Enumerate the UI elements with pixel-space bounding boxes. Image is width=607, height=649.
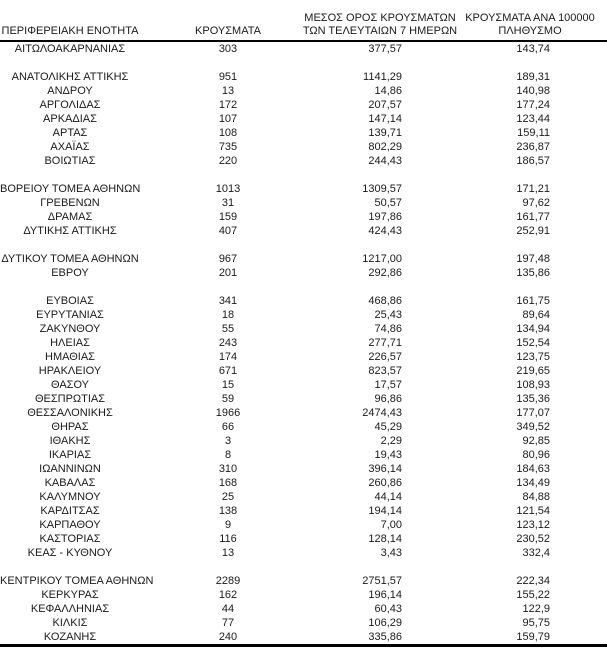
cases-cell: 55 [221, 323, 235, 335]
cases-per-100000-cell: 349,52 [516, 421, 550, 433]
region-cell: ΒΟΙΩΤΙΑΣ [44, 155, 96, 167]
cases-per-100000-cell: 161,77 [516, 211, 550, 223]
region-cell: ΘΑΣΟΥ [50, 379, 90, 391]
cases-cell: 168 [218, 477, 238, 489]
cases-per-100000-cell: 95,75 [522, 617, 550, 629]
column-header-per-100000 [430, 12, 607, 38]
cases-cell: 13 [221, 85, 235, 97]
table-row [0, 140, 607, 154]
cases-cell: 2289 [215, 575, 241, 587]
column-header-7day-average-line2: ΤΩΝ ΤΕΛΕΥΤΑΙΩΝ 7 ΗΜΕΡΩΝ [302, 25, 458, 37]
region-cell: ΚΕΑΣ - ΚΥΘΝΟΥ [27, 547, 113, 559]
region-cell: ΕΥΒΟΙΑΣ [46, 295, 94, 307]
cases-per-100000-cell: 134,94 [516, 323, 550, 335]
table-row [0, 448, 607, 462]
cases-cell: 25 [221, 491, 235, 503]
cases-per-100000-cell: 122,9 [522, 603, 550, 615]
region-cell: ΕΥΡΥΤΑΝΙΑΣ [36, 309, 104, 321]
table-row [0, 602, 607, 616]
table-body [0, 42, 607, 644]
region-cell: ΑΝΔΡΟΥ [47, 85, 93, 97]
seven-day-average-cell: 106,29 [368, 617, 402, 629]
seven-day-average-cell: 44,14 [374, 491, 402, 503]
table-row [0, 70, 607, 84]
seven-day-average-cell: 194,14 [368, 505, 402, 517]
cases-cell: 162 [218, 589, 238, 601]
cases-cell: 967 [218, 253, 238, 265]
seven-day-average-cell: 1309,57 [362, 183, 402, 195]
table-row [0, 154, 607, 168]
table-row [0, 294, 607, 308]
cases-cell: 671 [218, 365, 238, 377]
cases-per-100000-cell: 84,88 [522, 491, 550, 503]
table-row [0, 224, 607, 238]
cases-cell: 735 [218, 141, 238, 153]
cases-cell: 951 [218, 71, 238, 83]
seven-day-average-cell: 14,86 [374, 85, 402, 97]
cases-cell: 3 [224, 435, 232, 447]
seven-day-average-cell: 2751,57 [362, 575, 402, 587]
cases-per-100000-cell: 171,21 [516, 183, 550, 195]
column-header-per-100000-line2: ΠΛΗΘΥΣΜΟ [498, 25, 562, 37]
cases-cell: 407 [218, 225, 238, 237]
cases-per-100000-cell: 186,57 [516, 155, 550, 167]
table-row [0, 434, 607, 448]
region-cell: ΘΗΡΑΣ [51, 421, 89, 433]
table-row [0, 210, 607, 224]
cases-cell: 107 [218, 113, 238, 125]
table-row [0, 406, 607, 420]
table-row [0, 266, 607, 280]
region-cell: ΚΕΝΤΡΙΚΟΥ ΤΟΜΕΑ ΑΘΗΝΩΝ [0, 575, 154, 587]
table-row [0, 350, 607, 364]
seven-day-average-cell: 244,43 [368, 155, 402, 167]
cases-per-100000-cell: 155,22 [516, 589, 550, 601]
cases-cell: 13 [221, 547, 235, 559]
seven-day-average-cell: 96,86 [374, 393, 402, 405]
seven-day-average-cell: 74,86 [374, 323, 402, 335]
cases-cell: 8 [224, 449, 232, 461]
seven-day-average-cell: 335,86 [368, 631, 402, 643]
seven-day-average-cell: 377,57 [368, 43, 402, 55]
seven-day-average-cell: 45,29 [374, 421, 402, 433]
region-cell: ΙΩΑΝΝΙΝΩΝ [39, 463, 101, 475]
cases-per-100000-cell: 197,48 [516, 253, 550, 265]
table-row [0, 84, 607, 98]
region-cell: ΑΙΤΩΛΟΑΚΑΡΝΑΝΙΑΣ [14, 43, 126, 55]
seven-day-average-cell: 207,57 [368, 99, 402, 111]
region-cell: ΔΥΤΙΚΗΣ ΑΤΤΙΚΗΣ [23, 225, 117, 237]
cases-cell: 108 [218, 127, 238, 139]
cases-per-100000-cell: 230,52 [516, 533, 550, 545]
table-row [0, 546, 607, 560]
cases-per-100000-cell: 134,49 [516, 477, 550, 489]
table-row [0, 98, 607, 112]
cases-per-100000-cell: 222,34 [516, 575, 550, 587]
cases-per-100000-cell: 332,4 [522, 547, 550, 559]
region-cell: ΒΟΡΕΙΟΥ ΤΟΜΕΑ ΑΘΗΝΩΝ [0, 183, 141, 195]
cases-per-100000-cell: 108,93 [516, 379, 550, 391]
seven-day-average-cell: 226,57 [368, 351, 402, 363]
cases-per-100000-cell: 184,63 [516, 463, 550, 475]
region-cell: ΙΚΑΡΙΑΣ [48, 449, 92, 461]
cases-cell: 220 [218, 155, 238, 167]
cases-per-100000-cell: 236,87 [516, 141, 550, 153]
region-cell: ΚΑΡΠΑΘΟΥ [39, 519, 101, 531]
cases-cell: 9 [224, 519, 232, 531]
seven-day-average-cell: 424,43 [368, 225, 402, 237]
table-row [0, 112, 607, 126]
region-cell: ΚΑΣΤΟΡΙΑΣ [39, 533, 101, 545]
cases-cell: 59 [221, 393, 235, 405]
seven-day-average-cell: 277,71 [368, 337, 402, 349]
table-row [0, 462, 607, 476]
table-row [0, 476, 607, 490]
cases-cell: 1013 [215, 183, 241, 195]
cases-per-100000-cell: 123,12 [516, 519, 550, 531]
region-cell: ΗΜΑΘΙΑΣ [45, 351, 95, 363]
seven-day-average-cell: 197,86 [368, 211, 402, 223]
cases-per-100000-cell: 159,11 [517, 127, 550, 139]
region-cell: ΚΙΛΚΙΣ [52, 617, 88, 629]
cases-per-100000-cell: 80,96 [522, 449, 550, 461]
seven-day-average-cell: 196,14 [368, 589, 402, 601]
region-cell: ΑΝΑΤΟΛΙΚΗΣ ΑΤΤΙΚΗΣ [11, 71, 129, 83]
group-spacer-row [0, 280, 607, 294]
seven-day-average-cell: 3,43 [380, 547, 402, 559]
table-row [0, 392, 607, 406]
region-cell: ΑΡΤΑΣ [52, 127, 88, 139]
cases-per-100000-cell: 252,91 [516, 225, 550, 237]
table-row [0, 182, 607, 196]
seven-day-average-cell: 147,14 [368, 113, 402, 125]
table-row [0, 616, 607, 630]
region-cell: ΑΡΚΑΔΙΑΣ [43, 113, 97, 125]
table-row [0, 196, 607, 210]
region-cell: ΚΑΛΥΜΝΟΥ [39, 491, 101, 503]
table-row [0, 322, 607, 336]
cases-cell: 310 [218, 463, 238, 475]
cases-cell: 15 [221, 379, 235, 391]
cases-cell: 303 [218, 43, 238, 55]
seven-day-average-cell: 823,57 [368, 365, 402, 377]
region-cell: ΙΘΑΚΗΣ [49, 435, 91, 447]
cases-per-100000-cell: 177,07 [516, 407, 550, 419]
table-row [0, 364, 607, 378]
region-cell: ΖΑΚΥΝΘΟΥ [39, 323, 101, 335]
cases-per-100000-cell: 161,75 [516, 295, 550, 307]
column-header-region-label: ΠΕΡΙΦΕΡΕΙΑΚΗ ΕΝΟΤΗΤΑ [1, 25, 139, 37]
table-row [0, 588, 607, 602]
group-spacer-row [0, 560, 607, 574]
cases-cell: 77 [221, 617, 235, 629]
column-header-per-100000-line1: ΚΡΟΥΣΜΑΤΑ ΑΝΑ 100000 [465, 12, 595, 24]
table-row [0, 420, 607, 434]
seven-day-average-cell: 1217,00 [362, 253, 402, 265]
cases-per-100000-cell: 135,86 [516, 267, 550, 279]
region-cell: ΑΡΓΟΛΙΔΑΣ [39, 99, 101, 111]
cases-cell: 172 [218, 99, 238, 111]
cases-per-100000-cell: 177,24 [516, 99, 550, 111]
cases-per-100000-cell: 159,79 [516, 631, 550, 643]
region-cell: ΔΥΤΙΚΟΥ ΤΟΜΕΑ ΑΘΗΝΩΝ [1, 253, 139, 265]
group-spacer-row [0, 168, 607, 182]
region-cell: ΓΡΕΒΕΝΩΝ [40, 197, 100, 209]
seven-day-average-cell: 2,29 [380, 435, 402, 447]
cases-per-100000-cell: 89,64 [522, 309, 550, 321]
cases-cell: 341 [218, 295, 238, 307]
table-row [0, 574, 607, 588]
cases-cell: 66 [221, 421, 235, 433]
seven-day-average-cell: 17,57 [374, 379, 402, 391]
cases-cell: 31 [221, 197, 235, 209]
table-row [0, 518, 607, 532]
cases-per-100000-cell: 143,74 [516, 43, 550, 55]
cases-cell: 18 [221, 309, 235, 321]
region-cell: ΕΒΡΟΥ [51, 267, 89, 279]
table-row [0, 532, 607, 546]
cases-cell: 138 [218, 505, 238, 517]
seven-day-average-cell: 802,29 [368, 141, 402, 153]
seven-day-average-cell: 50,57 [374, 197, 402, 209]
column-header-7day-average-line1: ΜΕΣΟΣ ΟΡΟΣ ΚΡΟΥΣΜΑΤΩΝ [304, 12, 456, 24]
group-spacer-row [0, 56, 607, 70]
cases-per-100000-cell: 140,98 [516, 85, 550, 97]
seven-day-average-cell: 19,43 [374, 449, 402, 461]
region-cell: ΗΡΑΚΛΕΙΟΥ [38, 365, 102, 377]
seven-day-average-cell: 260,86 [368, 477, 402, 489]
column-header-region [0, 25, 140, 38]
cases-per-100000-cell: 92,85 [522, 435, 550, 447]
cases-cell: 1966 [215, 407, 241, 419]
table-row [0, 490, 607, 504]
table-row [0, 630, 607, 644]
seven-day-average-cell: 2474,43 [362, 407, 402, 419]
table-row [0, 42, 607, 56]
table-row [0, 504, 607, 518]
cases-cell: 116 [219, 533, 237, 545]
region-cell: ΘΕΣΣΑΛΟΝΙΚΗΣ [27, 407, 113, 419]
cases-per-100000-cell: 97,62 [522, 197, 550, 209]
seven-day-average-cell: 7,00 [380, 519, 402, 531]
cases-per-100000-cell: 121,54 [516, 505, 550, 517]
cases-per-100000-cell: 219,65 [516, 365, 550, 377]
table-row [0, 126, 607, 140]
cases-per-100000-cell: 123,44 [516, 113, 550, 125]
cases-cell: 240 [218, 631, 238, 643]
cases-cell: 44 [221, 603, 235, 615]
cases-cell: 174 [218, 351, 238, 363]
cases-per-100000-cell: 123,75 [516, 351, 550, 363]
seven-day-average-cell: 396,14 [368, 463, 402, 475]
region-cell: ΔΡΑΜΑΣ [47, 211, 93, 223]
table-row [0, 336, 607, 350]
cases-cell: 159 [218, 211, 238, 223]
seven-day-average-cell: 1141,29 [363, 71, 402, 83]
group-spacer-row [0, 238, 607, 252]
seven-day-average-cell: 468,86 [368, 295, 402, 307]
region-cell: ΘΕΣΠΡΩΤΙΑΣ [34, 393, 106, 405]
cases-per-100000-cell: 189,31 [516, 71, 550, 83]
cases-cell: 201 [218, 267, 238, 279]
region-cell: ΚΑΡΔΙΤΣΑΣ [40, 505, 100, 517]
table-bottom-rule [0, 644, 607, 647]
table-header-row [0, 0, 607, 42]
seven-day-average-cell: 128,14 [368, 533, 402, 545]
region-cell: ΚΑΒΑΛΑΣ [44, 477, 96, 489]
table-row [0, 308, 607, 322]
seven-day-average-cell: 60,43 [374, 603, 402, 615]
region-cell: ΚΕΡΚΥΡΑΣ [41, 589, 99, 601]
seven-day-average-cell: 139,71 [368, 127, 402, 139]
seven-day-average-cell: 25,43 [374, 309, 402, 321]
column-header-cases-label: ΚΡΟΥΣΜΑΤΑ [195, 25, 261, 37]
table-row [0, 252, 607, 266]
region-cell: ΚΕΦΑΛΛΗΝΙΑΣ [30, 603, 110, 615]
region-cell: ΑΧΑΪΑΣ [50, 141, 90, 153]
region-cell: ΗΛΕΙΑΣ [50, 337, 90, 349]
cases-cell: 243 [218, 337, 238, 349]
seven-day-average-cell: 292,86 [368, 267, 402, 279]
table-row [0, 378, 607, 392]
cases-per-100000-cell: 152,54 [516, 337, 550, 349]
cases-per-100000-cell: 135,36 [516, 393, 550, 405]
region-cell: ΚΟΖΑΝΗΣ [43, 631, 97, 643]
